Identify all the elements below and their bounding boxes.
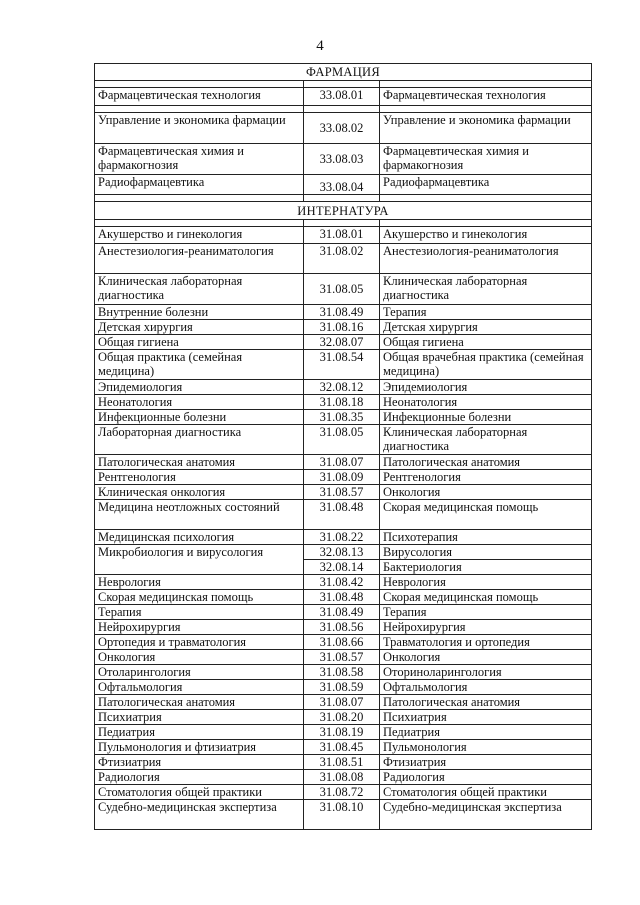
page-number: 4 [316, 38, 324, 54]
table-row [95, 410, 592, 425]
new-specialty: Клиническая лабораторная диагностика [380, 274, 592, 305]
specialty-code: 31.08.57 [304, 650, 380, 665]
new-specialty: Травматология и ортопедия [380, 635, 592, 650]
old-specialty: Детская хирургия [95, 320, 304, 335]
new-specialty: Нейрохирургия [380, 620, 592, 635]
new-specialty: Оториноларингология [380, 665, 592, 680]
old-specialty: Педиатрия [95, 725, 304, 740]
old-specialty: Ортопедия и травматология [95, 635, 304, 650]
old-specialty: Судебно-медицинская экспертиза [95, 800, 304, 830]
table-row [95, 425, 592, 455]
old-specialty: Клиническая лабораторная диагностика [95, 274, 304, 305]
table-row [95, 665, 592, 680]
specialty-code: 31.08.19 [304, 725, 380, 740]
old-specialty: Общая гигиена [95, 335, 304, 350]
specialty-code: 31.08.01 [304, 227, 380, 244]
new-specialty: Детская хирургия [380, 320, 592, 335]
table-row [95, 395, 592, 410]
old-specialty: Фтизиатрия [95, 755, 304, 770]
old-specialty: Управление и экономика фармации [95, 113, 304, 144]
old-specialty: Скорая медицинская помощь [95, 590, 304, 605]
table-row [95, 274, 592, 305]
table-row [95, 350, 592, 380]
specialty-code: 31.08.35 [304, 410, 380, 425]
new-specialty: Фтизиатрия [380, 755, 592, 770]
specialty-code: 31.08.05 [304, 274, 380, 305]
new-specialty: Фармацевтическая технология [380, 88, 592, 106]
specialty-code: 33.08.02 [304, 113, 380, 144]
table-row [95, 695, 592, 710]
old-specialty: Онкология [95, 650, 304, 665]
specialty-code: 31.08.56 [304, 620, 380, 635]
new-specialty: Офтальмология [380, 680, 592, 695]
new-specialty: Терапия [380, 605, 592, 620]
specialty-code: 33.08.04 [304, 175, 380, 195]
specialty-code: 31.08.54 [304, 350, 380, 380]
specialty-code: 31.08.02 [304, 244, 380, 274]
old-specialty: Лабораторная диагностика [95, 425, 304, 455]
specialty-code: 31.08.58 [304, 665, 380, 680]
specialty-code: 31.08.72 [304, 785, 380, 800]
table-row [95, 710, 592, 725]
new-specialty: Эпидемиология [380, 380, 592, 395]
specialty-code: 31.08.59 [304, 680, 380, 695]
old-specialty: Внутренние болезни [95, 305, 304, 320]
table-row [95, 620, 592, 635]
table-row [95, 144, 592, 175]
new-specialty: Рентгенология [380, 470, 592, 485]
specialty-code: 31.08.08 [304, 770, 380, 785]
specialty-code: 31.08.07 [304, 455, 380, 470]
specialty-code: 33.08.03 [304, 144, 380, 175]
specialty-code: 31.08.57 [304, 485, 380, 500]
section-title: ИНТЕРНАТУРА [95, 202, 592, 220]
old-specialty: Микробиология и вирусология [95, 545, 304, 575]
specialty-code: 31.08.10 [304, 800, 380, 830]
table-row [95, 770, 592, 785]
specialty-code: 31.08.42 [304, 575, 380, 590]
specialty-code: 33.08.01 [304, 88, 380, 106]
section-header-pharmacy [95, 64, 592, 81]
specialty-code: 31.08.51 [304, 755, 380, 770]
old-specialty: Фармацевтическая химия и фармакогнозия [95, 144, 304, 175]
new-specialty: Психиатрия [380, 710, 592, 725]
new-specialty: Акушерство и гинекология [380, 227, 592, 244]
new-specialty: Управление и экономика фармации [380, 113, 592, 144]
table-row [95, 740, 592, 755]
specialty-code: 32.08.12 [304, 380, 380, 395]
specialty-code: 32.08.07 [304, 335, 380, 350]
table-row [95, 485, 592, 500]
new-specialty: Инфекционные болезни [380, 410, 592, 425]
new-specialty: Радиофармацевтика [380, 175, 592, 195]
table-row [95, 500, 592, 530]
table-row [95, 785, 592, 800]
specialty-code: 31.08.49 [304, 605, 380, 620]
specialty-code: 31.08.20 [304, 710, 380, 725]
old-specialty: Психиатрия [95, 710, 304, 725]
table-row [95, 320, 592, 335]
table-row [95, 175, 592, 195]
old-specialty: Акушерство и гинекология [95, 227, 304, 244]
table-row [95, 605, 592, 620]
specialty-code: 31.08.45 [304, 740, 380, 755]
new-specialty: Терапия [380, 305, 592, 320]
old-specialty: Медицина неотложных состояний [95, 500, 304, 530]
old-specialty: Неонатология [95, 395, 304, 410]
new-specialty: Скорая медицинская помощь [380, 590, 592, 605]
table-row [95, 227, 592, 244]
section-header-internship [95, 202, 592, 220]
old-specialty: Радиология [95, 770, 304, 785]
table-row [95, 575, 592, 590]
new-specialty: Педиатрия [380, 725, 592, 740]
specialty-code: 32.08.13 [304, 545, 380, 560]
specialties-table [94, 63, 592, 830]
old-specialty: Рентгенология [95, 470, 304, 485]
specialty-code: 31.08.09 [304, 470, 380, 485]
old-specialty: Клиническая онкология [95, 485, 304, 500]
new-specialty: Стоматология общей практики [380, 785, 592, 800]
new-specialty: Онкология [380, 485, 592, 500]
table-row [95, 680, 592, 695]
old-specialty: Радиофармацевтика [95, 175, 304, 195]
table-row [95, 470, 592, 485]
new-specialty: Анестезиология-реаниматология [380, 244, 592, 274]
table-row [95, 800, 592, 830]
specialty-code: 31.08.48 [304, 590, 380, 605]
table-row [95, 590, 592, 605]
new-specialty: Неврология [380, 575, 592, 590]
old-specialty: Патологическая анатомия [95, 695, 304, 710]
new-specialty: Психотерапия [380, 530, 592, 545]
old-specialty: Терапия [95, 605, 304, 620]
table-row [95, 380, 592, 395]
old-specialty: Эпидемиология [95, 380, 304, 395]
new-specialty: Клиническая лабораторная диагностика [380, 425, 592, 455]
old-specialty: Отоларингология [95, 665, 304, 680]
specialty-code: 31.08.49 [304, 305, 380, 320]
specialty-code: 32.08.14 [304, 560, 380, 575]
old-specialty: Медицинская психология [95, 530, 304, 545]
table-row [95, 755, 592, 770]
table-row [95, 335, 592, 350]
old-specialty: Патологическая анатомия [95, 455, 304, 470]
old-specialty: Инфекционные болезни [95, 410, 304, 425]
new-specialty: Скорая медицинская помощь [380, 500, 592, 530]
old-specialty: Пульмонология и фтизиатрия [95, 740, 304, 755]
section-title: ФАРМАЦИЯ [95, 64, 592, 81]
table-row [95, 88, 592, 106]
new-specialty: Вирусология [380, 545, 592, 560]
new-specialty: Общая врачебная практика (семейная медицина) [380, 350, 592, 380]
old-specialty: Офтальмология [95, 680, 304, 695]
new-specialty: Бактериология [380, 560, 592, 575]
old-specialty: Общая практика (семейная медицина) [95, 350, 304, 380]
table-row [95, 635, 592, 650]
new-specialty: Неонатология [380, 395, 592, 410]
specialty-code: 31.08.16 [304, 320, 380, 335]
specialty-code: 31.08.66 [304, 635, 380, 650]
specialty-code: 31.08.07 [304, 695, 380, 710]
table-row [95, 113, 592, 144]
table-row [95, 455, 592, 470]
new-specialty: Патологическая анатомия [380, 455, 592, 470]
table-row [95, 530, 592, 545]
new-specialty: Судебно-медицинская экспертиза [380, 800, 592, 830]
old-specialty: Фармацевтическая технология [95, 88, 304, 106]
table-row [95, 305, 592, 320]
table-row [95, 725, 592, 740]
old-specialty: Нейрохирургия [95, 620, 304, 635]
table-row [95, 650, 592, 665]
table-row [95, 545, 592, 560]
old-specialty: Стоматология общей практики [95, 785, 304, 800]
specialty-code: 31.08.18 [304, 395, 380, 410]
new-specialty: Онкология [380, 650, 592, 665]
new-specialty: Патологическая анатомия [380, 695, 592, 710]
old-specialty: Неврология [95, 575, 304, 590]
new-specialty: Общая гигиена [380, 335, 592, 350]
table-row [95, 244, 592, 274]
new-specialty: Фармацевтическая химия и фармакогнозия [380, 144, 592, 175]
old-specialty: Анестезиология-реаниматология [95, 244, 304, 274]
specialty-code: 31.08.48 [304, 500, 380, 530]
specialty-code: 31.08.22 [304, 530, 380, 545]
new-specialty: Пульмонология [380, 740, 592, 755]
new-specialty: Радиология [380, 770, 592, 785]
specialty-code: 31.08.05 [304, 425, 380, 455]
